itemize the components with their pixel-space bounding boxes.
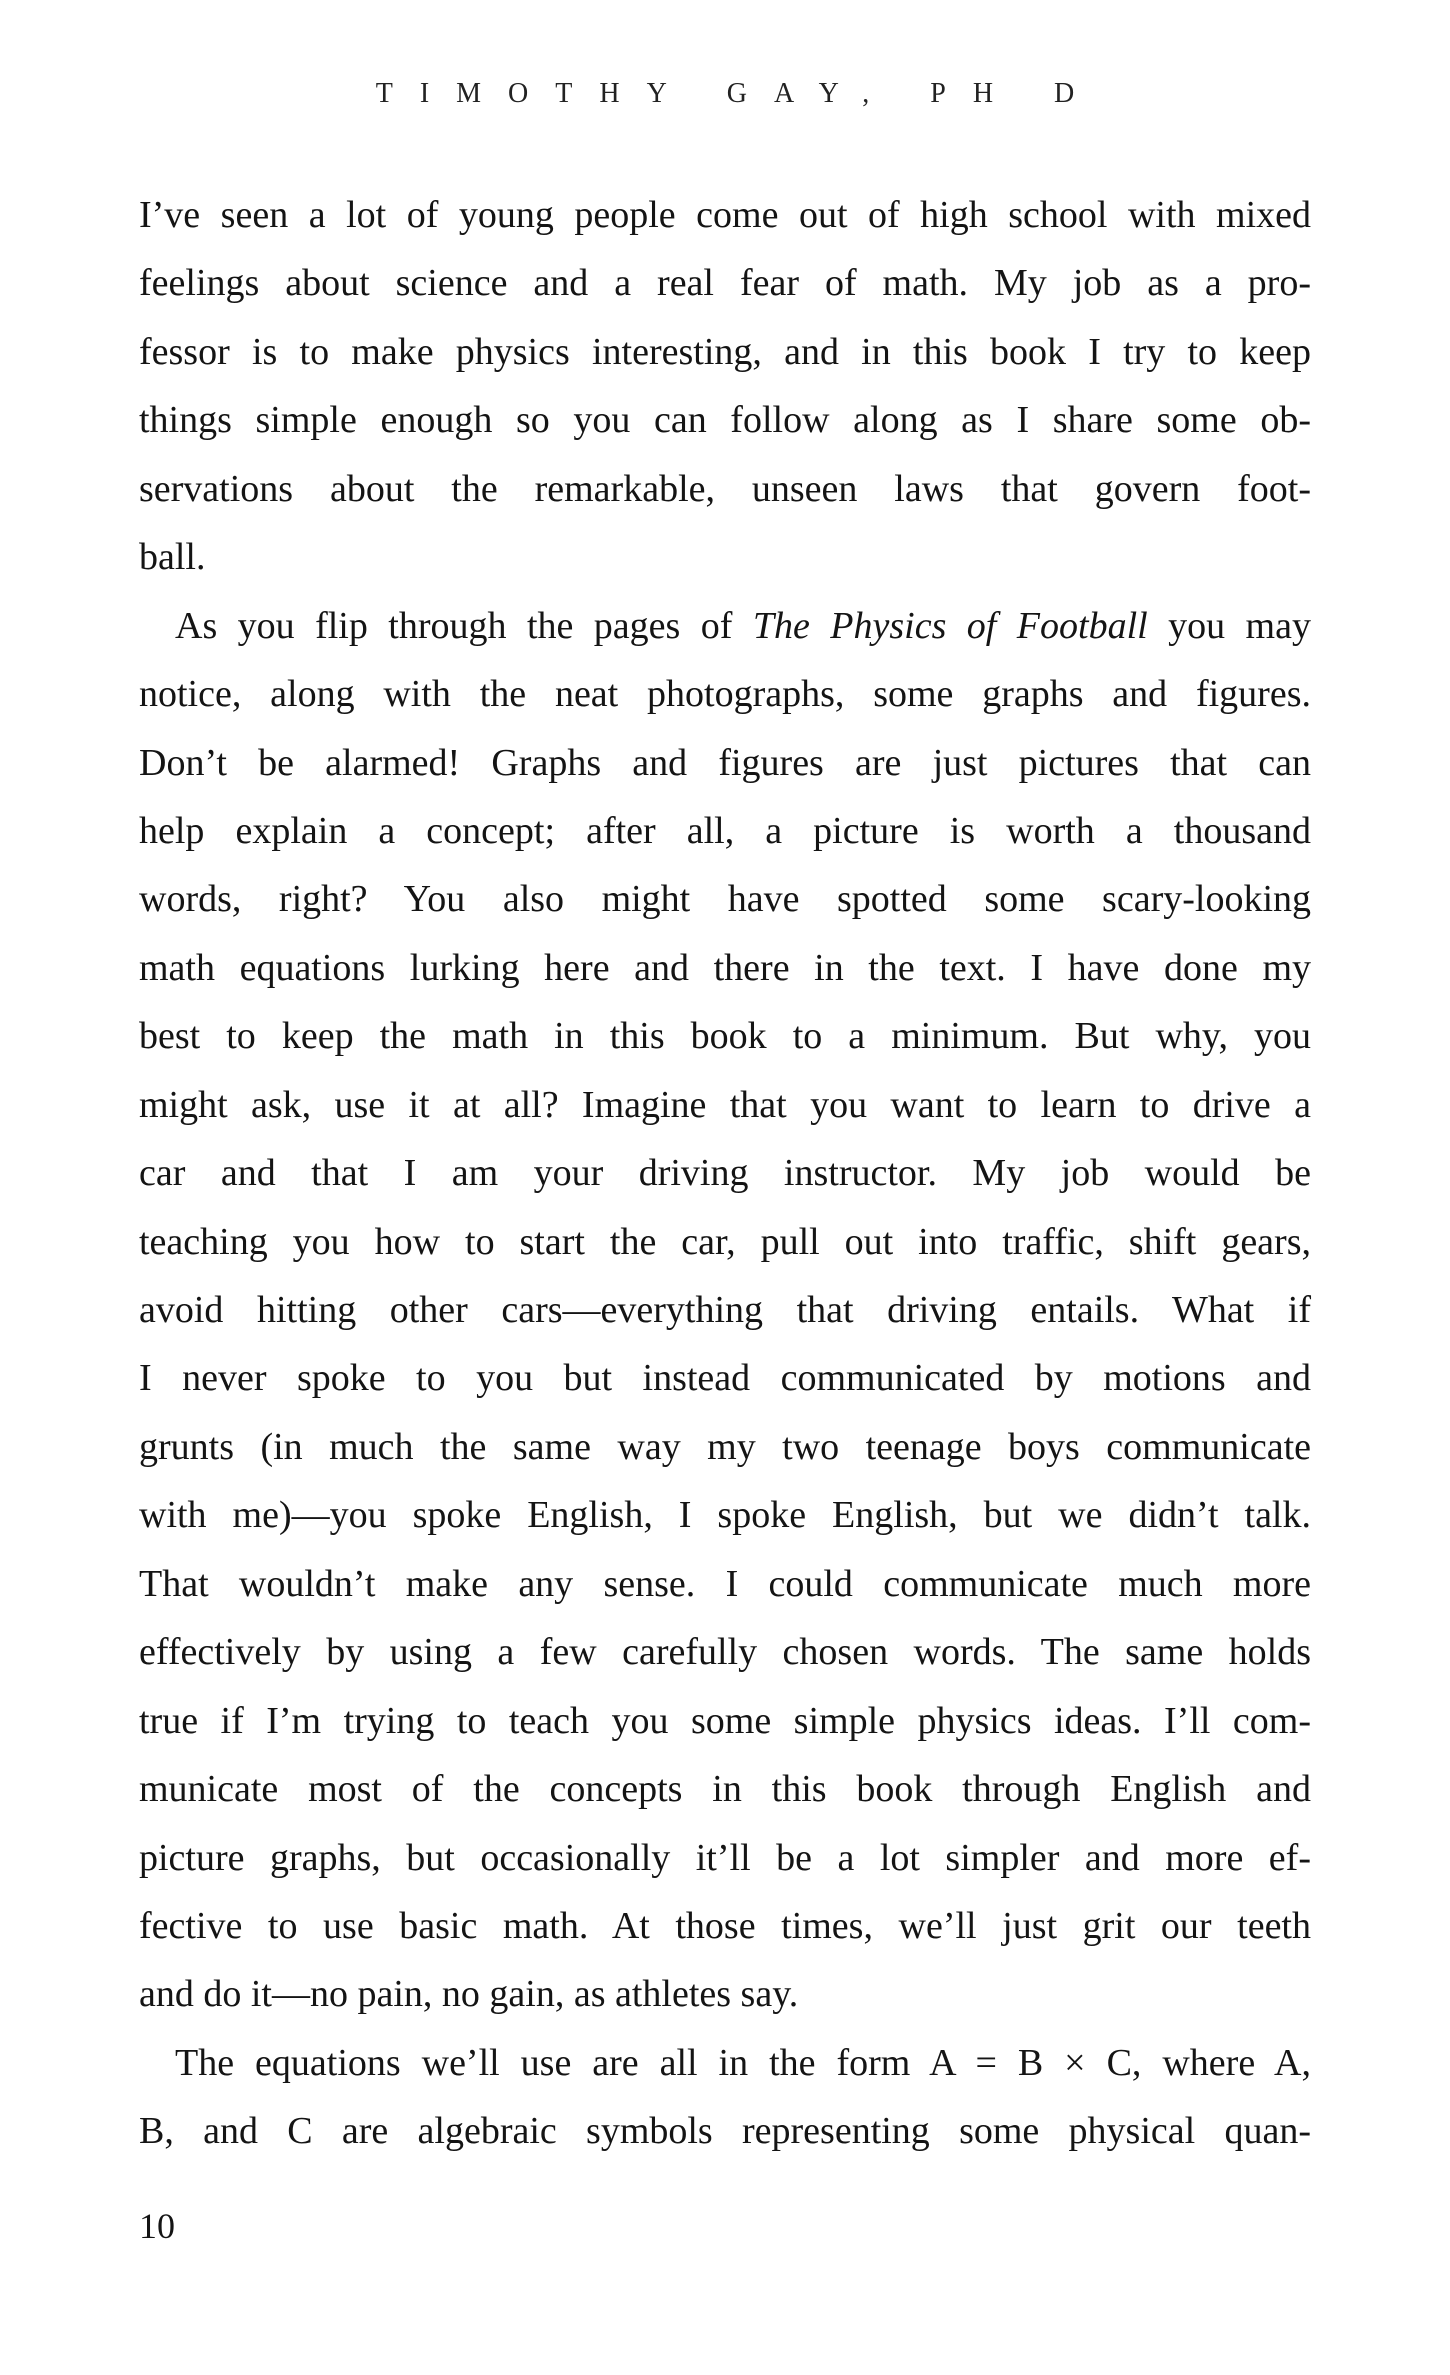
text-line: municate most of the concepts in this book through English and bbox=[139, 1768, 1311, 1811]
text-line: math equations lurking here and there in the text. I have done my bbox=[139, 946, 1311, 989]
text-segment: you may bbox=[1147, 604, 1311, 647]
text-line: I never spoke to you but instead communicated by motions and bbox=[139, 1357, 1311, 1400]
text-line: B, and C are algebraic symbols representing some physical quan- bbox=[139, 2110, 1311, 2153]
text-line: fective to use basic math. At those times, we’ll just grit our teeth bbox=[139, 1904, 1311, 1947]
text-line: things simple enough so you can follow along as I share some ob- bbox=[139, 399, 1311, 442]
book-title: The Physics of Football bbox=[752, 604, 1148, 647]
text-line: words, right? You also might have spotted some scary-looking bbox=[139, 878, 1311, 921]
page-number: 10 bbox=[139, 2206, 175, 2246]
text-line: servations about the remarkable, unseen laws that govern foot- bbox=[139, 467, 1311, 510]
text-line: fessor is to make physics interesting, and in this book I try to keep bbox=[139, 330, 1311, 373]
text-line: The equations we’ll use are all in the form A = B × C, where A, bbox=[175, 2041, 1311, 2084]
text-line: picture graphs, but occasionally it’ll be a lot simpler and more ef- bbox=[139, 1836, 1311, 1879]
text-line: might ask, use it at all? Imagine that you want to learn to drive a bbox=[139, 1083, 1311, 1126]
text-line: avoid hitting other cars—everything that driving entails. What if bbox=[139, 1289, 1311, 1331]
text-line: That wouldn’t make any sense. I could communicate much more bbox=[139, 1562, 1311, 1605]
text-line-with-title bbox=[139, 592, 1311, 660]
text-line: Don’t be alarmed! Graphs and figures are just pictures that can bbox=[139, 741, 1311, 784]
text-line: effectively by using a few carefully chosen words. The same holds bbox=[139, 1631, 1311, 1674]
text-segment: As you flip through the pages of bbox=[175, 604, 753, 647]
text-line: grunts (in much the same way my two teenage boys communicate bbox=[139, 1425, 1311, 1468]
text-line: with me)—you spoke English, I spoke English, but we didn’t talk. bbox=[139, 1494, 1311, 1537]
text-line: feelings about science and a real fear of math. My job as a pro- bbox=[139, 262, 1311, 305]
running-head: TIMOTHY GAY, PH D bbox=[375, 78, 1102, 109]
text-line: best to keep the math in this book to a minimum. But why, you bbox=[139, 1015, 1311, 1058]
body-text bbox=[139, 181, 1311, 2166]
text-line: teaching you how to start the car, pull out into traffic, shift gears, bbox=[139, 1220, 1311, 1263]
text-line: car and that I am your driving instructor. My job would be bbox=[139, 1152, 1311, 1195]
text-line: I’ve seen a lot of young people come out of high school with mixed bbox=[139, 194, 1311, 236]
text-line: true if I’m trying to teach you some simple physics ideas. I’ll com- bbox=[139, 1699, 1311, 1742]
text-line: notice, along with the neat photographs, some graphs and figures. bbox=[139, 673, 1311, 716]
text-line: ball. bbox=[139, 536, 206, 579]
text-line: help explain a concept; after all, a picture is worth a thousand bbox=[139, 809, 1311, 852]
text-line: and do it—no pain, no gain, as athletes say. bbox=[139, 1973, 799, 2016]
